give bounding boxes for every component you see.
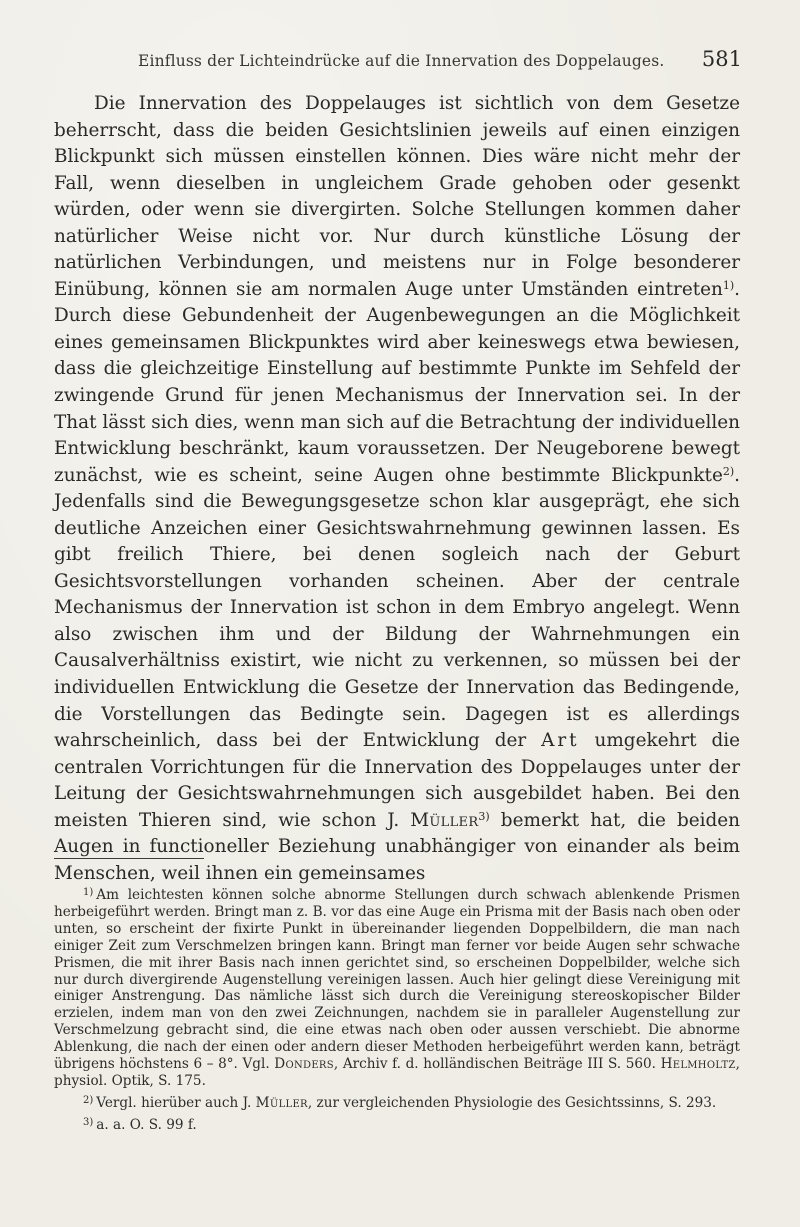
text-run: Die Innervation des Doppelauges ist sichtlich von dem Gesetze beherrscht, dass die beiden Gesichtslinien jeweils auf einen einzigen Blickpunkt sich müssen einstellen können. Dies wäre nicht mehr der Fall, wenn dieselben in ungleichem Grade gehoben oder gesenkt würden, oder wenn sie divergirten. Solche Stellungen kommen daher natürlicher Weise nicht vor. Nur durch künstliche Lösung der natürlichen Verbindungen, und meistens nur in Folge besonderer Einübung, können sie am normalen Auge unter Umständen eintreten (54, 93, 740, 300)
text-run: . Jedenfalls sind die Bewegungsgesetze schon klar ausgeprägt, ehe sich deutliche Anzeichen einer Gesichtswahrnehmung gewinnen lassen. Es gibt freilich Thiere, bei denen sogleich nach der Geburt Gesichtsvorstellungen vorhanden scheinen. Aber der centrale Mechanismus der Innervation ist schon in dem Embryo angelegt. Wenn also zwischen ihm und der Bildung der Wahrnehmungen ein Causalverhältniss existirt, wie nicht zu verkennen, so müssen bei der individuellen Entwicklung die Gesetze der Innervation das Bedingende, die Vorstellungen das Bedingte sein. Dagegen ist es allerdings wahrscheinlich, dass bei der Entwicklung der (54, 464, 740, 752)
footnote-mark: 1) (83, 887, 94, 898)
author-name: Müller (255, 1094, 308, 1111)
emphasis-spaced: Art (541, 730, 580, 752)
footnote-mark: 2) (83, 1094, 94, 1106)
page-number: 581 (701, 47, 742, 71)
footnote-text: Vergl. hierüber auch J. (96, 1094, 256, 1111)
footnote-ref-2: 2) (722, 464, 735, 478)
author-name: Donders (274, 1056, 334, 1073)
footnote-text: , physiol. Optik, S. 175. (54, 1056, 740, 1089)
footnotes (54, 887, 740, 1139)
footnote-text: Am leichtesten können solche abnorme Stellungen durch schwach ablenkende Prismen herbeigeführt werden. Bringt man z. B. vor das eine Auge ein Prisma mit der Basis nach oben oder unten, so erscheint der fixirte Punkt in übereinander liegenden Doppelbildern, die man nach einiger Zeit zum Verschmelzen bringen kann. Bringt man ferner vor beide Augen sehr schwache Prismen, die mit ihrer Basis nach innen gerichtet sind, so erscheinen Doppelbilder, welche sich nur durch divergirende Augenstellung vereinigen lassen. Auch hier gelingt diese Vereinigung mit einiger Anstrengung. Das nämliche lässt sich durch die Vereinigung stereoskopischer Bilder erzielen, indem man von den zwei Zeichnungen, nachdem sie in paralleler Augenstellung zur Verschmelzung gebracht sind, die eine etwas nach oben oder aussen verschiebt. Die abnorme Ablenkung, die nach der einen oder andern dieser Methoden herbeigeführt werden kann, beträgt übrigens höchstens 6 – 8°. Vgl. (54, 887, 740, 1073)
paragraph (54, 91, 740, 887)
footnote-divider (54, 858, 204, 859)
page-header (138, 44, 742, 76)
running-head: Einfluss der Lichteindrücke auf die Innervation des Doppelauges. (138, 52, 665, 70)
author-name: Helmholtz (660, 1056, 736, 1073)
footnote-mark: 3) (83, 1116, 94, 1128)
main-text (54, 91, 740, 887)
text-run: bemerkt hat, die beiden Augen in functioneller Beziehung unabhängiger von einander als beim Menschen, weil ihnen ein gemeinsames (54, 809, 741, 884)
text-run: umgekehrt die centralen Vorrichtungen für die Innervation des Doppelauges unter der Leitung der Gesichtswahrnehmungen sich ausgebildet haben. Bei den meisten Thieren sind, wie schon J. (54, 730, 740, 831)
footnote-text: , zur vergleichenden Physiologie des Gesichtssinns, S. 293. (307, 1094, 717, 1111)
footnote-text: , Archiv f. d. holländischen Beiträge III S. 560. (333, 1056, 661, 1073)
footnote-2 (54, 1095, 740, 1112)
text-run: . Durch diese Gebundenheit der Augenbewegungen an die Möglichkeit eines gemeinsamen Blickpunktes wird aber keineswegs etwa bewiesen, dass die gleichzeitige Einstellung auf bestimmte Punkte im Sehfeld der zwingende Grund für jenen Mechanismus der Innervation sei. In der That lässt sich dies, wenn man sich auf die Betrachtung der individuellen Entwicklung beschränkt, kaum voraussetzen. Der Neugeborene bewegt zunächst, wie es scheint, seine Augen ohne bestimmte Blickpunkte (54, 278, 740, 486)
footnote-1 (54, 887, 740, 1090)
footnote-text: a. a. O. S. 99 f. (96, 1116, 197, 1133)
author-name: Müller (410, 809, 479, 831)
footnote-ref-3: 3) (478, 809, 490, 823)
footnote-3 (54, 1117, 740, 1134)
footnote-ref-1: 1) (722, 278, 735, 292)
